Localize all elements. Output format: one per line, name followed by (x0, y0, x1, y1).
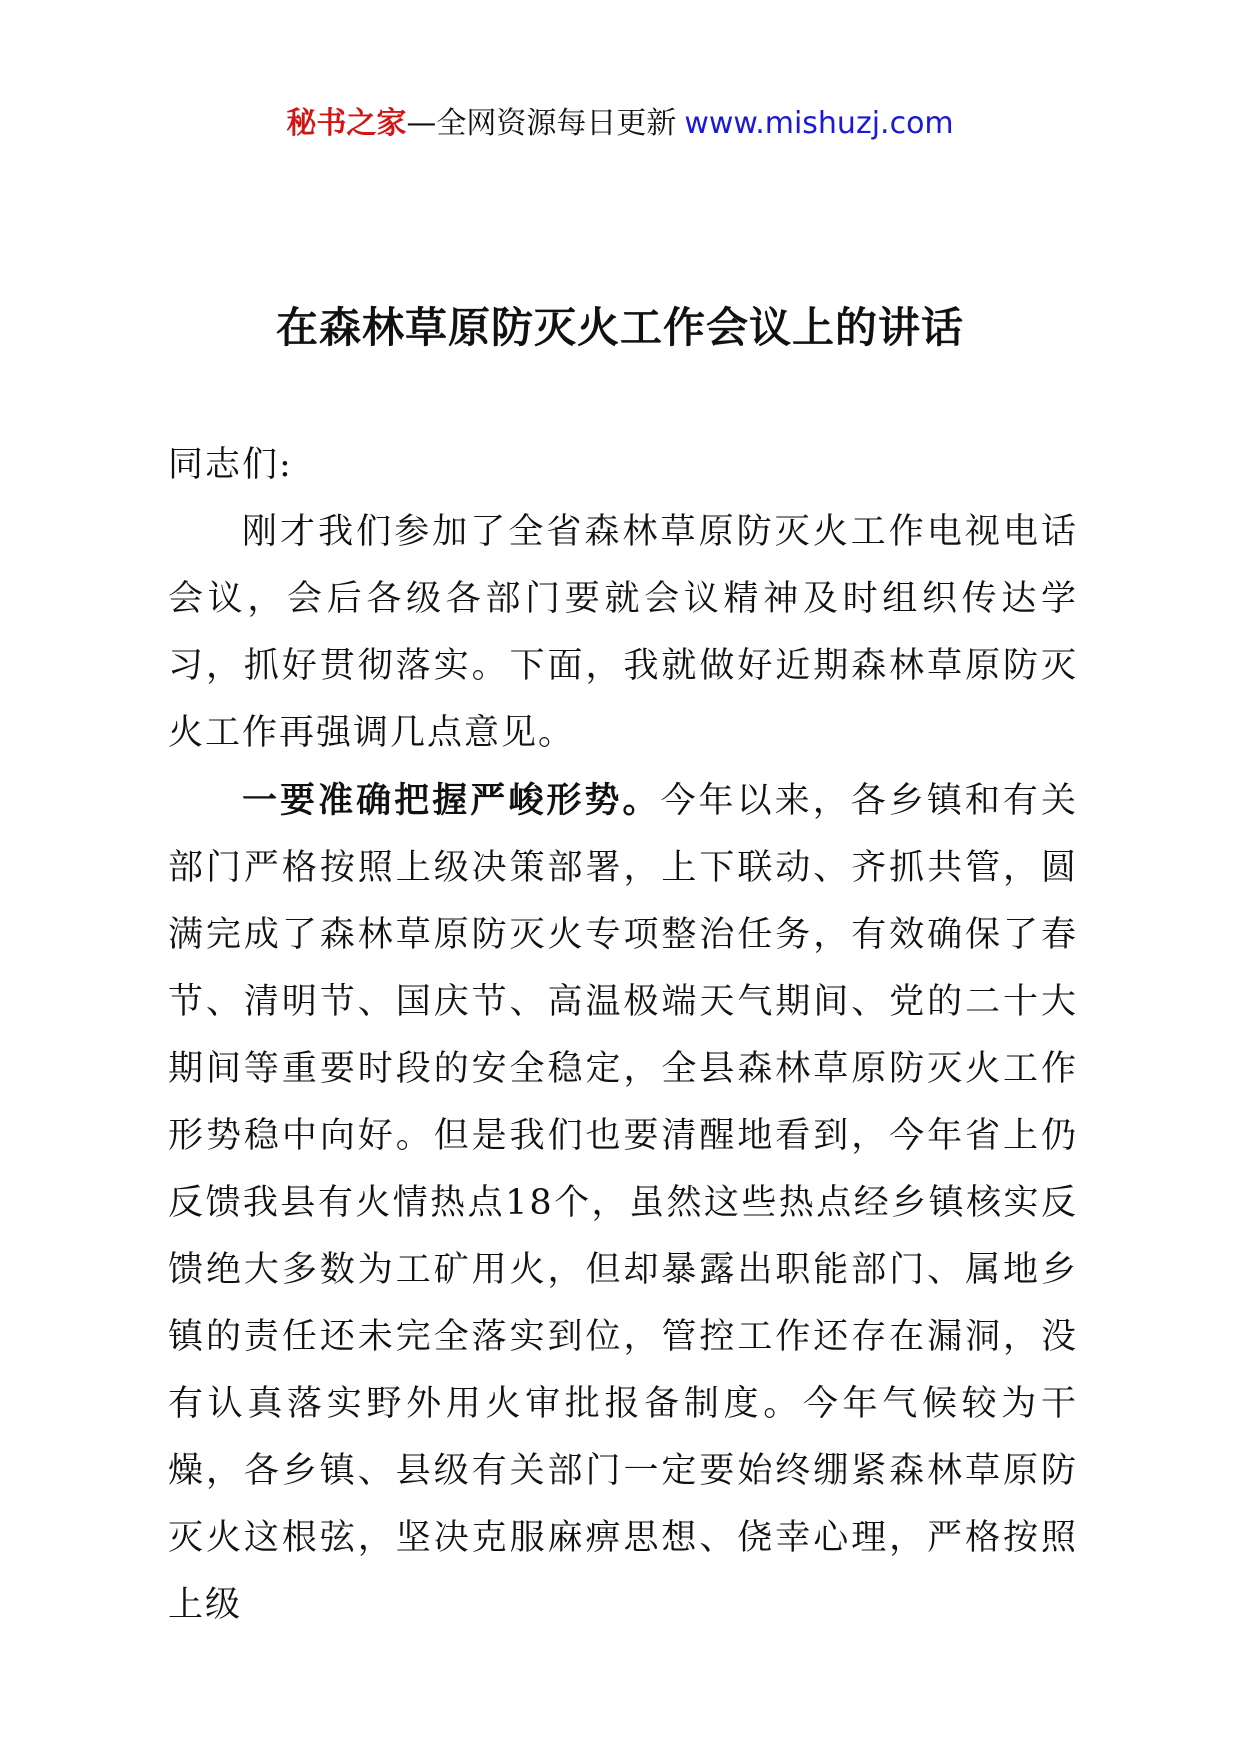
paragraph-intro: 刚才我们参加了全省森林草原防灭火工作电视电话会议，会后各级各部门要就会议精神及时组织传达学习，抓好贯彻落实。下面，我就做好近期森林草原防灭火工作再强调几点意见。 (168, 512, 1078, 753)
salutation: 同志们: (168, 445, 293, 485)
document-body (168, 432, 1078, 1639)
document-title: 在森林草原防灭火工作会议上的讲话 (275, 303, 964, 352)
paragraph-situation (168, 767, 1078, 1639)
site-url-link[interactable]: www.mishuzj.com (684, 106, 954, 141)
brand-name: 秘书之家 (286, 106, 407, 141)
header-tagline: —全网资源每日更新 (406, 106, 677, 141)
site-header (0, 104, 1240, 144)
paragraph-text: 今年以来，各乡镇和有关部门严格按照上级决策部署，上下联动、齐抓共管，圆满完成了森林草原防灭火专项整治任务，有效确保了春节、清明节、国庆节、高温极端天气期间、党的二十大期间等重要时段的安全稳定，全县森林草原防灭火工作形势稳中向好。但是我们也要清醒地看到，今年省上仍反馈我县有火情热点18个，虽然这些热点经乡镇核实反馈绝大多数为工矿用火，但却暴露出职能部门、属地乡镇的责任还未完全落实到位，管控工作还存在漏洞，没有认真落实野外用火审批报备制度。今年气候较为干燥，各乡镇、县级有关部门一定要始终绷紧森林草原防灭火这根弦，坚决克服麻痹思想、侥幸心理，严格按照上级 (168, 781, 1078, 1625)
paragraph-heading: 一要准确把握严峻形势。 (242, 780, 661, 821)
